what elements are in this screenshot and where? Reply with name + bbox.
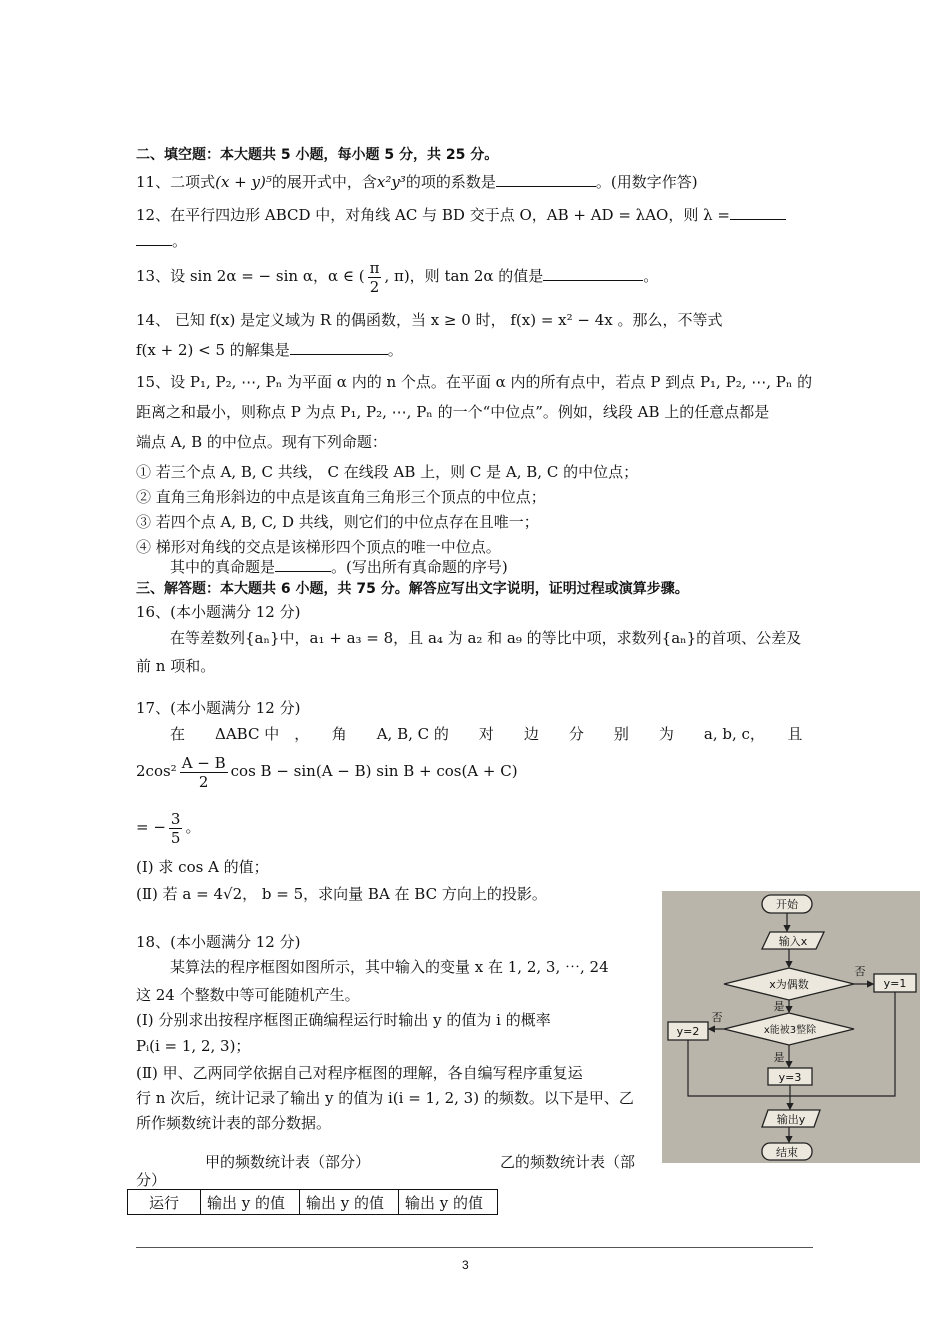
flow-start-label: 开始 bbox=[776, 898, 798, 911]
question-15-line3: 端点 A, B 的中位点。现有下列命题： bbox=[136, 433, 387, 451]
section-2-heading: 二、填空题：本大题共 5 小题，每小题 5 分，共 25 分。 bbox=[136, 147, 499, 163]
flow-cond1-label: x为偶数 bbox=[769, 978, 809, 991]
q14-line2-text: f(x + 2) < 5 的解集是 bbox=[136, 341, 290, 359]
q12-text: 12、在平行四边形 ABCD 中，对角线 AC 与 BD 交于点 O，AB + AD = λAO，则 λ = bbox=[136, 206, 730, 224]
table-caption-a: 甲的频数统计表（部分） bbox=[205, 1153, 371, 1171]
table-header-cell: 输出 y 的值 bbox=[300, 1190, 399, 1215]
question-16-line1: 在等差数列{aₙ}中，a₁ + a₃ = 8，且 a₄ 为 a₂ 和 a₉ 的等比中项，求数列{aₙ}的首项、公差及 bbox=[170, 629, 802, 647]
question-15-option-4: ④ 梯形对角线的交点是该梯形四个顶点的唯一中位点。 bbox=[136, 538, 501, 556]
flow-no1-label: 否 bbox=[854, 965, 866, 978]
question-12 bbox=[136, 205, 786, 225]
q11-mid: 的展开式中，含 bbox=[271, 173, 377, 191]
question-17-part-2: (Ⅱ) 若 a = 4√2， b = 5，求向量 BA 在 BC 方向上的投影。 bbox=[136, 885, 547, 903]
q13-fraction bbox=[368, 259, 382, 296]
q13-tail: 。 bbox=[643, 267, 659, 285]
q11-tail: 。(用数字作答) bbox=[595, 173, 698, 191]
table-header-cell: 运行 bbox=[128, 1190, 201, 1215]
q12-tail: 。 bbox=[172, 232, 188, 250]
q11-post: 的项的系数是 bbox=[405, 173, 496, 191]
q11-expr: (x + y)⁵ bbox=[215, 173, 272, 191]
question-14-line2 bbox=[136, 340, 403, 360]
question-17-equation bbox=[136, 750, 518, 792]
question-18-head: 18、(本小题满分 12 分) bbox=[136, 933, 301, 951]
question-16-line2: 前 n 项和。 bbox=[136, 657, 216, 675]
question-18-line4: Pᵢ(i = 1, 2, 3)； bbox=[136, 1037, 251, 1055]
question-11 bbox=[136, 172, 698, 192]
flow-no2-label: 否 bbox=[711, 1011, 723, 1024]
footer-divider bbox=[136, 1247, 813, 1248]
q17-eq2-den: 5 bbox=[170, 828, 181, 847]
q14-tail: 。 bbox=[387, 341, 403, 359]
flow-cond2-label: x能被3整除 bbox=[763, 1025, 817, 1036]
flowchart-svg bbox=[662, 891, 920, 1163]
question-17-part-1: (Ⅰ) 求 cos A 的值； bbox=[136, 858, 269, 876]
question-15-line2: 距离之和最小，则称点 P 为点 P₁, P₂, ⋯, Pₙ 的一个“中位点”。例如，线段 AB 上的任意点都是 bbox=[136, 403, 770, 421]
q12-blank bbox=[730, 205, 786, 220]
table-caption-b-cont: 分） bbox=[136, 1171, 167, 1189]
q14-blank bbox=[290, 340, 388, 355]
flowchart-photo bbox=[662, 891, 920, 1163]
flow-yes1-label: 是 bbox=[773, 1000, 785, 1013]
page-number: 3 bbox=[462, 1258, 469, 1272]
q17-eq-den: 2 bbox=[198, 772, 209, 791]
table-caption-b: 乙的频数统计表（部 bbox=[500, 1153, 636, 1171]
frequency-table bbox=[127, 1189, 498, 1215]
q17-eq2-post: 。 bbox=[185, 818, 201, 836]
flow-output-label: 输出y bbox=[776, 1113, 806, 1126]
question-18-line5: (Ⅱ) 甲、乙两同学依据自己对程序框图的理解，各自编写程序重复运 bbox=[136, 1064, 583, 1082]
question-17-equation-2 bbox=[136, 806, 200, 848]
q13-num: π bbox=[369, 258, 380, 277]
q13-post: , π)，则 tan 2α 的值是 bbox=[384, 267, 544, 285]
question-18-line3: (Ⅰ) 分别求出按程序框图正确编程运行时输出 y 的值为 i 的概率 bbox=[136, 1011, 551, 1029]
q15-ask-tail: 。(写出所有真命题的序号) bbox=[331, 558, 508, 576]
q17-eq2-fraction bbox=[169, 810, 183, 847]
q17-eq-fraction bbox=[180, 754, 228, 791]
question-17-line1: 在 ΔABC 中 ， 角 A, B, C 的 对 边 分 别 为 a, b, c， 且 bbox=[170, 725, 803, 743]
q17-eq-num: A − B bbox=[181, 753, 226, 772]
q12-blank-cont bbox=[136, 231, 172, 246]
q17-eq2-pre: = − bbox=[136, 818, 166, 836]
q15-blank bbox=[275, 557, 331, 572]
q13-blank bbox=[543, 266, 643, 281]
question-14-line1: 14、 已知 f(x) 是定义域为 R 的偶函数，当 x ≥ 0 时， f(x) = x² − 4x 。那么，不等式 bbox=[136, 311, 723, 329]
question-15-line1: 15、设 P₁, P₂, ⋯, Pₙ 为平面 α 内的 n 个点。在平面 α 内的所有点中，若点 P 到点 P₁, P₂, ⋯, Pₙ 的 bbox=[136, 373, 813, 391]
question-18-line7: 所作频数统计表的部分数据。 bbox=[136, 1114, 332, 1132]
question-15-option-1: ① 若三个点 A, B, C 共线， C 在线段 AB 上，则 C 是 A, B, C 的中位点； bbox=[136, 463, 639, 481]
q17-eq-pre: 2cos² bbox=[136, 762, 177, 780]
question-18-line6: 行 n 次后，统计记录了输出 y 的值为 i(i = 1, 2, 3) 的频数。以下是甲、乙 bbox=[136, 1089, 634, 1107]
question-18-line1: 某算法的程序框图如图所示，其中输入的变量 x 在 1, 2, 3, ⋯, 24 bbox=[170, 958, 609, 976]
question-13 bbox=[136, 256, 658, 296]
q13-den: 2 bbox=[369, 277, 380, 296]
flow-y2-label: y=2 bbox=[676, 1025, 700, 1038]
flow-input-label: 输入x bbox=[778, 935, 808, 948]
table-header-cell: 输出 y 的值 bbox=[201, 1190, 300, 1215]
section-3-heading: 三、解答题：本大题共 6 小题，共 75 分。解答应写出文字说明，证明过程或演算步骤。 bbox=[136, 581, 689, 597]
q17-eq-post: cos B − sin(A − B) sin B + cos(A + C) bbox=[230, 762, 518, 780]
question-16-head: 16、(本小题满分 12 分) bbox=[136, 603, 301, 621]
question-12-cont bbox=[136, 231, 187, 251]
q11-pre: 11、二项式 bbox=[136, 173, 216, 191]
question-18-line2: 这 24 个整数中等可能随机产生。 bbox=[136, 986, 360, 1004]
question-17-head: 17、(本小题满分 12 分) bbox=[136, 699, 301, 717]
table-header-cell: 输出 y 的值 bbox=[399, 1190, 498, 1215]
q13-pre: 13、设 sin 2α = − sin α，α ∈ ( bbox=[136, 267, 365, 285]
q15-ask-text: 其中的真命题是 bbox=[170, 558, 276, 576]
question-15-option-2: ② 直角三角形斜边的中点是该直角三角形三个顶点的中位点； bbox=[136, 488, 546, 506]
flow-y3-label: y=3 bbox=[778, 1071, 802, 1084]
question-15-ask bbox=[170, 557, 508, 577]
flow-end-label: 结束 bbox=[776, 1146, 798, 1159]
table-header-row bbox=[128, 1190, 498, 1215]
q11-term: x²y³ bbox=[376, 173, 406, 191]
flow-y1-label: y=1 bbox=[883, 977, 907, 990]
q17-eq2-num: 3 bbox=[170, 809, 181, 828]
question-15-option-3: ③ 若四个点 A, B, C, D 共线，则它们的中位点存在且唯一； bbox=[136, 513, 539, 531]
q11-blank bbox=[496, 172, 596, 187]
flow-yes2-label: 是 bbox=[773, 1051, 785, 1064]
